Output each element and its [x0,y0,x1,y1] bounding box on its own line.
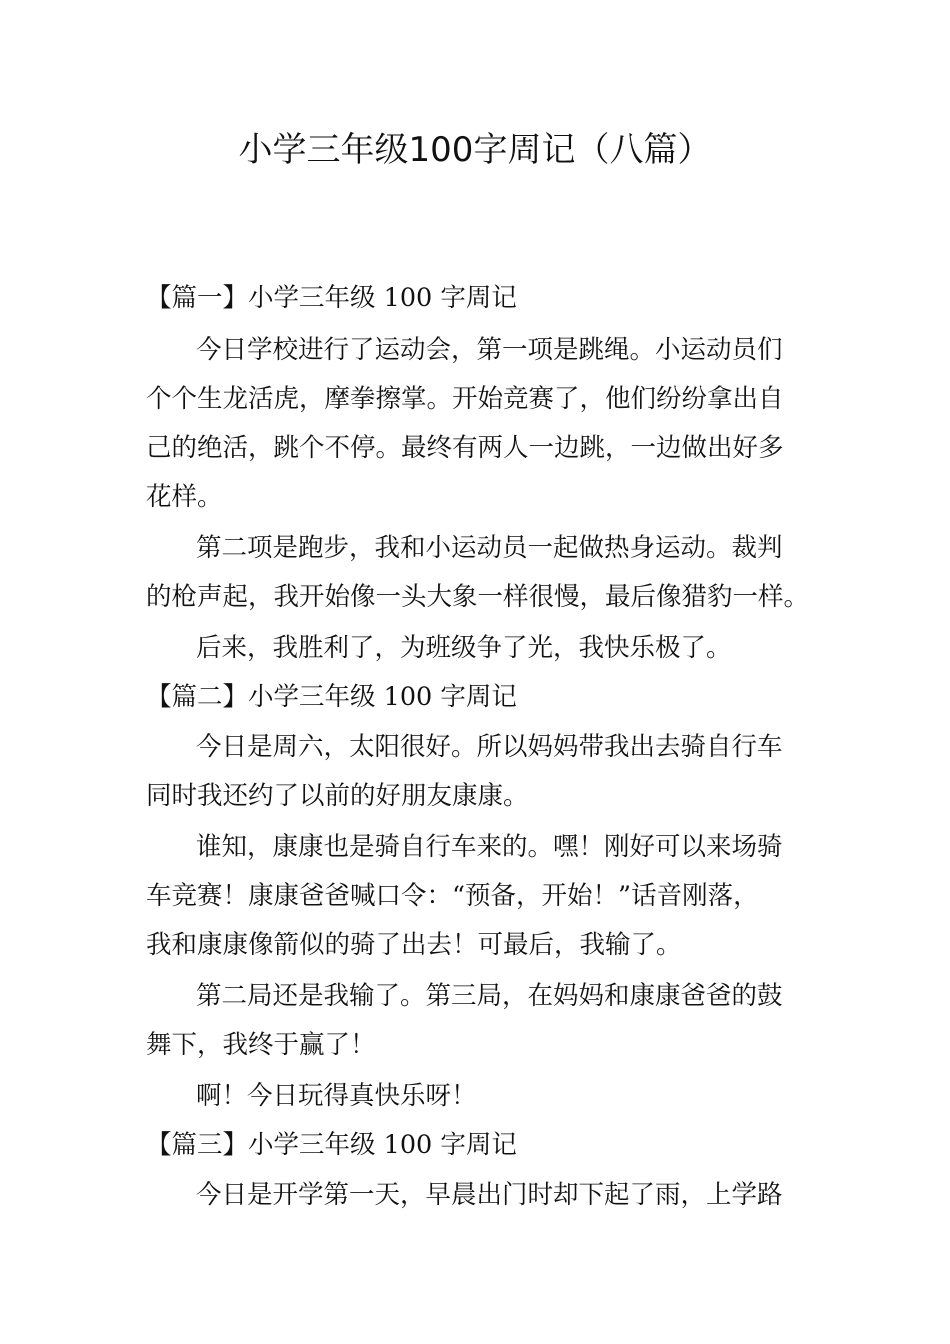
paragraph-line: 第二项是跑步，我和小运动员一起做热身运动。裁判 [196,533,783,563]
paragraph-line: 啊！今日玩得真快乐呀！ [196,1081,477,1111]
paragraph-line: 舞下，我终于赢了！ [146,1030,376,1060]
paragraph-line: 今日学校进行了运动会，第一项是跳绳。小运动员们 [196,335,783,365]
paragraph-line: 今日是开学第一天，早晨出门时却下起了雨，上学路 [196,1180,783,1210]
paragraph-line: 后来，我胜利了，为班级争了光，我快乐极了。 [196,633,732,663]
paragraph-line: 花样。 [146,482,223,512]
section-heading-1: 【篇一】小学三年级 100 字周记 [146,283,517,313]
paragraph-line: 谁知，康康也是骑自行车来的。嘿！刚好可以来场骑 [196,832,783,862]
paragraph-line: 车竞赛！康康爸爸喊口令：“预备，开始！”话音刚落， [146,881,759,911]
paragraph-line: 己的绝活，跳个不停。最终有两人一边跳，一边做出好多 [146,433,784,463]
paragraph-line: 第二局还是我输了。第三局，在妈妈和康康爸爸的鼓 [196,981,783,1011]
paragraph-line: 我和康康像箭似的骑了出去！可最后，我输了。 [146,930,682,960]
section-heading-2: 【篇二】小学三年级 100 字周记 [146,682,517,712]
section-heading-3: 【篇三】小学三年级 100 字周记 [146,1130,517,1160]
paragraph-line: 的枪声起，我开始像一头大象一样很慢，最后像猎豹一样。 [146,582,810,612]
paragraph-line: 今日是周六，太阳很好。所以妈妈带我出去骑自行车 [196,732,783,762]
paragraph-line: 个个生龙活虎，摩拳擦掌。开始竞赛了，他们纷纷拿出自 [146,384,784,414]
document-title: 小学三年级100字周记（八篇） [238,130,712,170]
paragraph-line: 同时我还约了以前的好朋友康康。 [146,781,529,811]
